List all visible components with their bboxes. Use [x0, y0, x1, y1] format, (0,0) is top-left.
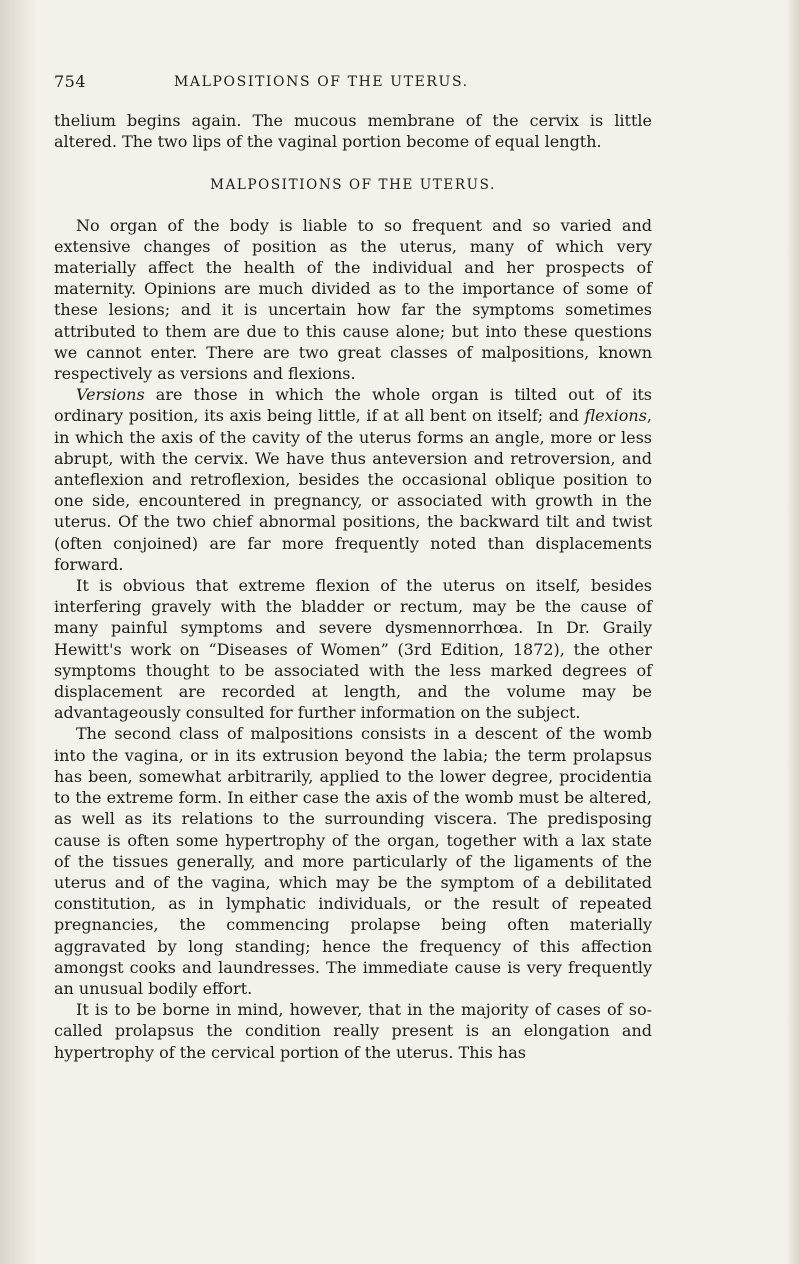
paragraph-versions-text-a: are those in which the whole organ is tilted out of its ordinary position, its axis being little, if at all bent on itself; and	[54, 385, 652, 426]
opening-paragraph: thelium begins again. The mucous membrane of the cervix is little altered. The two lips of the vaginal portion become of equal length.	[54, 111, 652, 152]
paragraph-versions-text-b: , in which the axis of the cavity of the uterus forms an angle, more or less abrupt, with the cervix. We have thus anteversion and retroversion, and anteflexion and retroflexion, besides the occasional oblique position to one side, encountered in pregnancy, or associated with growth in the uterus. Of the two chief abnormal positions, the backward tilt and twist (often conjoined) are far more frequently noted than displacements forward.	[54, 406, 652, 574]
paragraph-malpositions-intro: No organ of the body is liable to so frequent and so varied and extensive changes of position as the uterus, many of which very materially affect the health of the individual and her prospects of maternity. Opinions are much divided as to the importance of some of these lesions; and it is uncertain how far the symptoms sometimes attributed to them are due to this cause alone; but into these questions we cannot enter. There are two great classes of malpositions, known respectively as versions and flexions.	[54, 215, 652, 384]
body-text	[54, 110, 652, 1063]
term-versions: Versions	[76, 385, 145, 405]
page-binding-shadow	[0, 0, 38, 1264]
term-flexions: flexions	[584, 406, 647, 426]
section-heading: MALPOSITIONS OF THE UTERUS.	[210, 177, 496, 194]
page-edge-shadow	[786, 0, 800, 1264]
page-header	[54, 72, 664, 96]
running-head: MALPOSITIONS OF THE UTERUS.	[174, 74, 469, 90]
paragraph-prolapsus: The second class of malpositions consists in a descent of the womb into the vagina, or in its extrusion beyond the labia; the term prolapsus has been, somewhat arbitrarily, applied to the lower degree, procidentia to the extreme form. In either case the axis of the womb must be altered, as well as its relations to the surrounding viscera. The predisposing cause is often some hypertrophy of the organ, together with a lax state of the tissues generally, and more particularly of the ligaments of the uterus and of the vagina, which may be the symptom of a debilitated constitution, as in lymphatic individuals, or the result of repeated pregnancies, the commencing prolapse being often materially aggravated by long standing; hence the frequency of this affection amongst cooks and laundresses. The immediate cause is very frequently an unusual bodily effort.	[54, 724, 652, 998]
paragraph-versions-flexions	[54, 384, 652, 575]
paragraph-flexion-symptoms: It is obvious that extreme flexion of the uterus on itself, besides interfering gravely with the bladder or rectum, may be the cause of many painful symptoms and severe dysmennorrhœa. In Dr. Graily Hewitt's work on “Diseases of Women” (3rd Edition, 1872), the other symptoms thought to be associated with the less marked degrees of displacement are recorded at length, and the volume may be advantageously consulted for further information on the subject.	[54, 576, 652, 723]
page-number: 754	[54, 72, 87, 91]
paragraph-elongation: It is to be borne in mind, however, that in the majority of cases of so-called prolapsus the condition really present is an elongation and hypertrophy of the cervical portion of the uterus. This has	[54, 1000, 652, 1062]
